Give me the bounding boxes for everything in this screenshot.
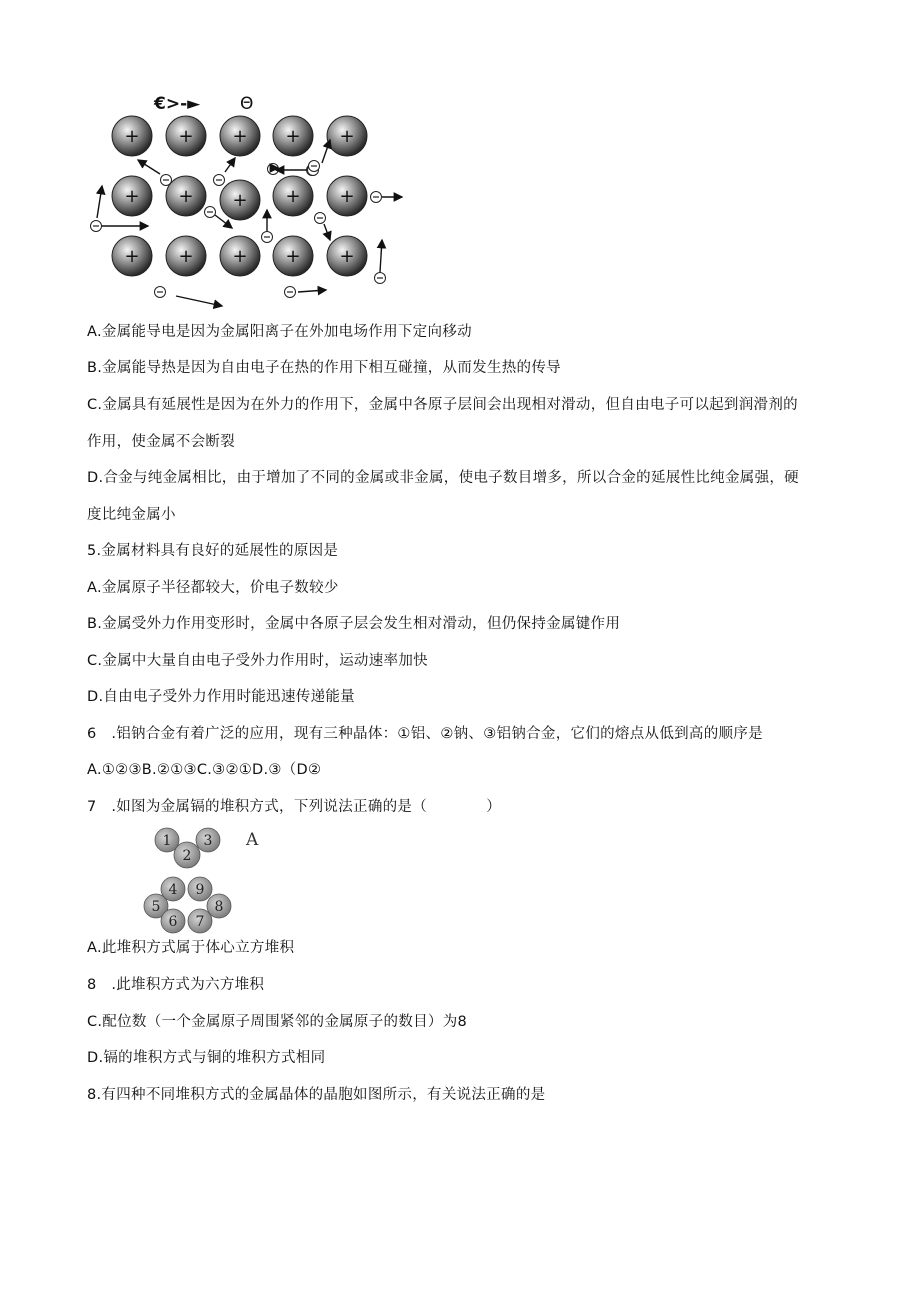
metal-cation [166,176,206,216]
q4-option-a: A.金属能导电是因为金属阳离子在外加电场作用下定向移动 [87,324,472,340]
svg-text:+: + [339,246,355,267]
figure-label-a: A [246,830,259,850]
metal-cation [327,116,367,156]
metal-cation [220,116,260,156]
packing-atom-bottom [207,894,231,918]
q7-option-c: C.配位数（一个金属原子周围紧邻的金属原子的数目）为8 [87,1014,468,1030]
svg-text:+: + [339,186,355,207]
packing-atom-bottom [188,909,212,933]
svg-text:2: 2 [182,848,192,864]
free-electron [161,175,172,186]
metal-cation [166,236,206,276]
metal-cation [327,236,367,276]
metal-cation [112,176,152,216]
electron-motion-arrow [97,186,102,218]
q5-option-d: D.自由电子受外力作用时能迅速传递能量 [87,689,355,705]
svg-text:+: + [285,186,301,207]
metal-cation [166,116,206,156]
metal-cation [273,236,313,276]
packing-atom-top [174,842,200,868]
metal-cation [220,180,260,220]
svg-text:+: + [124,246,140,267]
free-electron [268,164,279,175]
electron-motion-arrow [298,290,326,292]
free-electron [205,207,216,218]
free-electron [285,287,296,298]
svg-text:+: + [232,190,248,211]
svg-text:7: 7 [195,914,205,930]
metal-lattice-svg [80,88,420,310]
svg-text:8: 8 [214,899,224,915]
electron-motion-arrow [225,158,235,172]
svg-text:+: + [178,246,194,267]
q7-option-d: D.镉的堆积方式与铜的堆积方式相同 [87,1050,326,1066]
q5-stem: 5.金属材料具有良好的延展性的原因是 [87,543,339,559]
free-electron [309,161,320,172]
electron-motion-arrow [138,160,160,174]
svg-text:+: + [339,126,355,147]
metal-lattice-figure [80,88,420,310]
electron-motion-arrow [322,140,330,163]
q6-stem: 6 .铝钠合金有着广泛的应用，现有三种晶体：①铝、②钠、③铝钠合金，它们的熔点从低到高的顺序是 [87,726,763,742]
q4-option-d-cont: 度比纯金属小 [87,507,176,523]
svg-text:3: 3 [203,833,213,849]
svg-text:+: + [232,126,248,147]
q7-option-b: 8 .此堆积方式为六方堆积 [87,977,265,993]
free-electron [262,232,273,243]
packing-atom-bottom [188,877,212,901]
q7-option-a: A.此堆积方式属于体心立方堆积 [87,940,295,956]
svg-text:+: + [232,246,248,267]
packing-atom-bottom [161,909,185,933]
electron-motion-arrow [324,224,330,240]
metal-cation [327,176,367,216]
metal-cation [112,236,152,276]
free-electron [375,273,386,284]
free-electron [371,192,382,203]
svg-text:+: + [285,126,301,147]
q7-stem: 7 .如图为金属镉的堆积方式，下列说法正确的是（ ） [87,799,502,815]
svg-text:4: 4 [168,882,178,898]
q6-options: A.①②③B.②①③C.③②①D.③（D② [87,762,322,778]
svg-text:1: 1 [162,833,172,849]
cadmium-packing-figure [140,822,290,934]
electron-motion-arrow [176,296,222,306]
q5-option-b: B.金属受外力作用变形时，金属中各原子层会发生相对滑动，但仍保持金属键作用 [87,616,621,632]
q4-option-b: B.金属能导热是因为自由电子在热的作用下相互碰撞，从而发生热的传导 [87,360,561,376]
metal-cation [273,116,313,156]
svg-text:+: + [178,186,194,207]
free-electron [315,213,326,224]
svg-text:9: 9 [195,882,205,898]
svg-text:+: + [285,246,301,267]
q4-option-c-cont: 作用，使金属不会断裂 [87,434,235,450]
figure-label-left: €>-► [154,94,201,114]
metal-cation [112,116,152,156]
q4-option-c: C.金属具有延展性是因为在外力的作用下，金属中各原子层间会出现相对滑动，但自由电子可以起到润滑剂的 [87,397,798,413]
svg-text:5: 5 [151,899,161,915]
svg-text:6: 6 [168,914,178,930]
free-electron [155,287,166,298]
q4-option-d: D.合金与纯金属相比，由于增加了不同的金属或非金属，使电子数目增多，所以合金的延展性比纯金属强，硬 [87,470,799,486]
figure-label-right: Θ [240,94,254,114]
metal-cation [273,176,313,216]
metal-cation [220,236,260,276]
svg-text:+: + [124,186,140,207]
packing-svg [140,822,290,934]
q5-option-a: A.金属原子半径都较大，价电子数较少 [87,580,339,596]
svg-text:+: + [124,126,140,147]
q5-option-c: C.金属中大量自由电子受外力作用时，运动速率加快 [87,653,428,669]
svg-text:+: + [178,126,194,147]
free-electron [91,221,102,232]
free-electron [214,175,225,186]
packing-atom-top [196,828,220,852]
q8-stem: 8.有四种不同堆积方式的金属晶体的晶胞如图所示，有关说法正确的是 [87,1087,546,1103]
electron-motion-arrow [380,240,382,272]
